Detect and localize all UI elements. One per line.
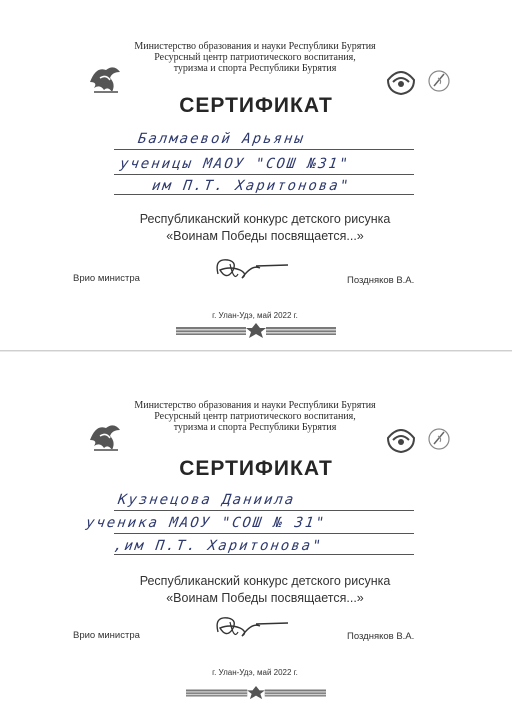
- st-george-ribbon-icon: [176, 686, 336, 700]
- recipient-school: ученика МАОУ "СОШ № 31": [84, 515, 327, 531]
- recipient-line-2: [114, 174, 414, 175]
- recipient-school-name: им П.Т. Харитонова": [150, 178, 352, 194]
- org-line-3: туризма и спорта Республики Бурятия: [173, 422, 337, 433]
- recipient-line-3: [114, 194, 414, 195]
- signatory-title: Врио министра: [73, 273, 140, 284]
- handwritten-signature: [212, 610, 292, 642]
- org-line-2: Ресурсный центр патриотического воспитания,: [154, 411, 356, 422]
- org-line-1: Министерство образования и науки Республики Бурятия: [134, 400, 376, 411]
- certificate-title: СЕРТИФИКАТ: [179, 94, 333, 117]
- signatory-name: Поздняков В.А.: [347, 275, 415, 286]
- recipient-school-name: ,им П.Т. Харитонова": [112, 538, 324, 554]
- recipient-line-2: [114, 533, 414, 534]
- quill-emblem-icon: [426, 426, 452, 452]
- organization-header: [100, 41, 410, 74]
- certificate-2: [0, 352, 512, 704]
- place-date: г. Улан-Удэ, май 2022 г.: [212, 311, 298, 320]
- contest-line-1: Республиканский конкурс детского рисунка: [139, 212, 391, 226]
- signatory-name: Поздняков В.А.: [347, 631, 415, 642]
- quill-emblem-icon: [426, 68, 452, 94]
- recipient-name: Балмаевой Арьяны: [136, 131, 306, 147]
- contest-line-1: Республиканский конкурс детского рисунка: [139, 574, 391, 588]
- contest-line-2: «Воинам Победы посвящается...»: [166, 591, 364, 605]
- contest-title: [120, 573, 410, 607]
- recipient-line-1: [114, 510, 414, 511]
- handwritten-signature: [212, 252, 292, 284]
- contest-title: [120, 211, 410, 245]
- recipient-school: ученицы МАОУ "СОШ №31": [118, 156, 351, 172]
- recipient-line-3: [114, 554, 414, 555]
- buryatia-emblem-icon: [384, 424, 418, 454]
- signatory-title: Врио министра: [73, 630, 140, 641]
- org-line-1: Министерство образования и науки Республики Бурятия: [134, 41, 376, 52]
- org-line-2: Ресурсный центр патриотического воспитания,: [154, 52, 356, 63]
- recipient-line-1: [114, 149, 414, 150]
- recipient-name: Кузнецова Даниила: [116, 492, 297, 508]
- buryatia-emblem-icon: [384, 66, 418, 96]
- contest-line-2: «Воинам Победы посвящается...»: [166, 229, 364, 243]
- certificate-title: СЕРТИФИКАТ: [179, 457, 333, 480]
- organization-header: [100, 400, 410, 433]
- st-george-ribbon-icon: [176, 323, 336, 339]
- org-line-3: туризма и спорта Республики Бурятия: [173, 63, 337, 74]
- place-date: г. Улан-Удэ, май 2022 г.: [212, 668, 298, 677]
